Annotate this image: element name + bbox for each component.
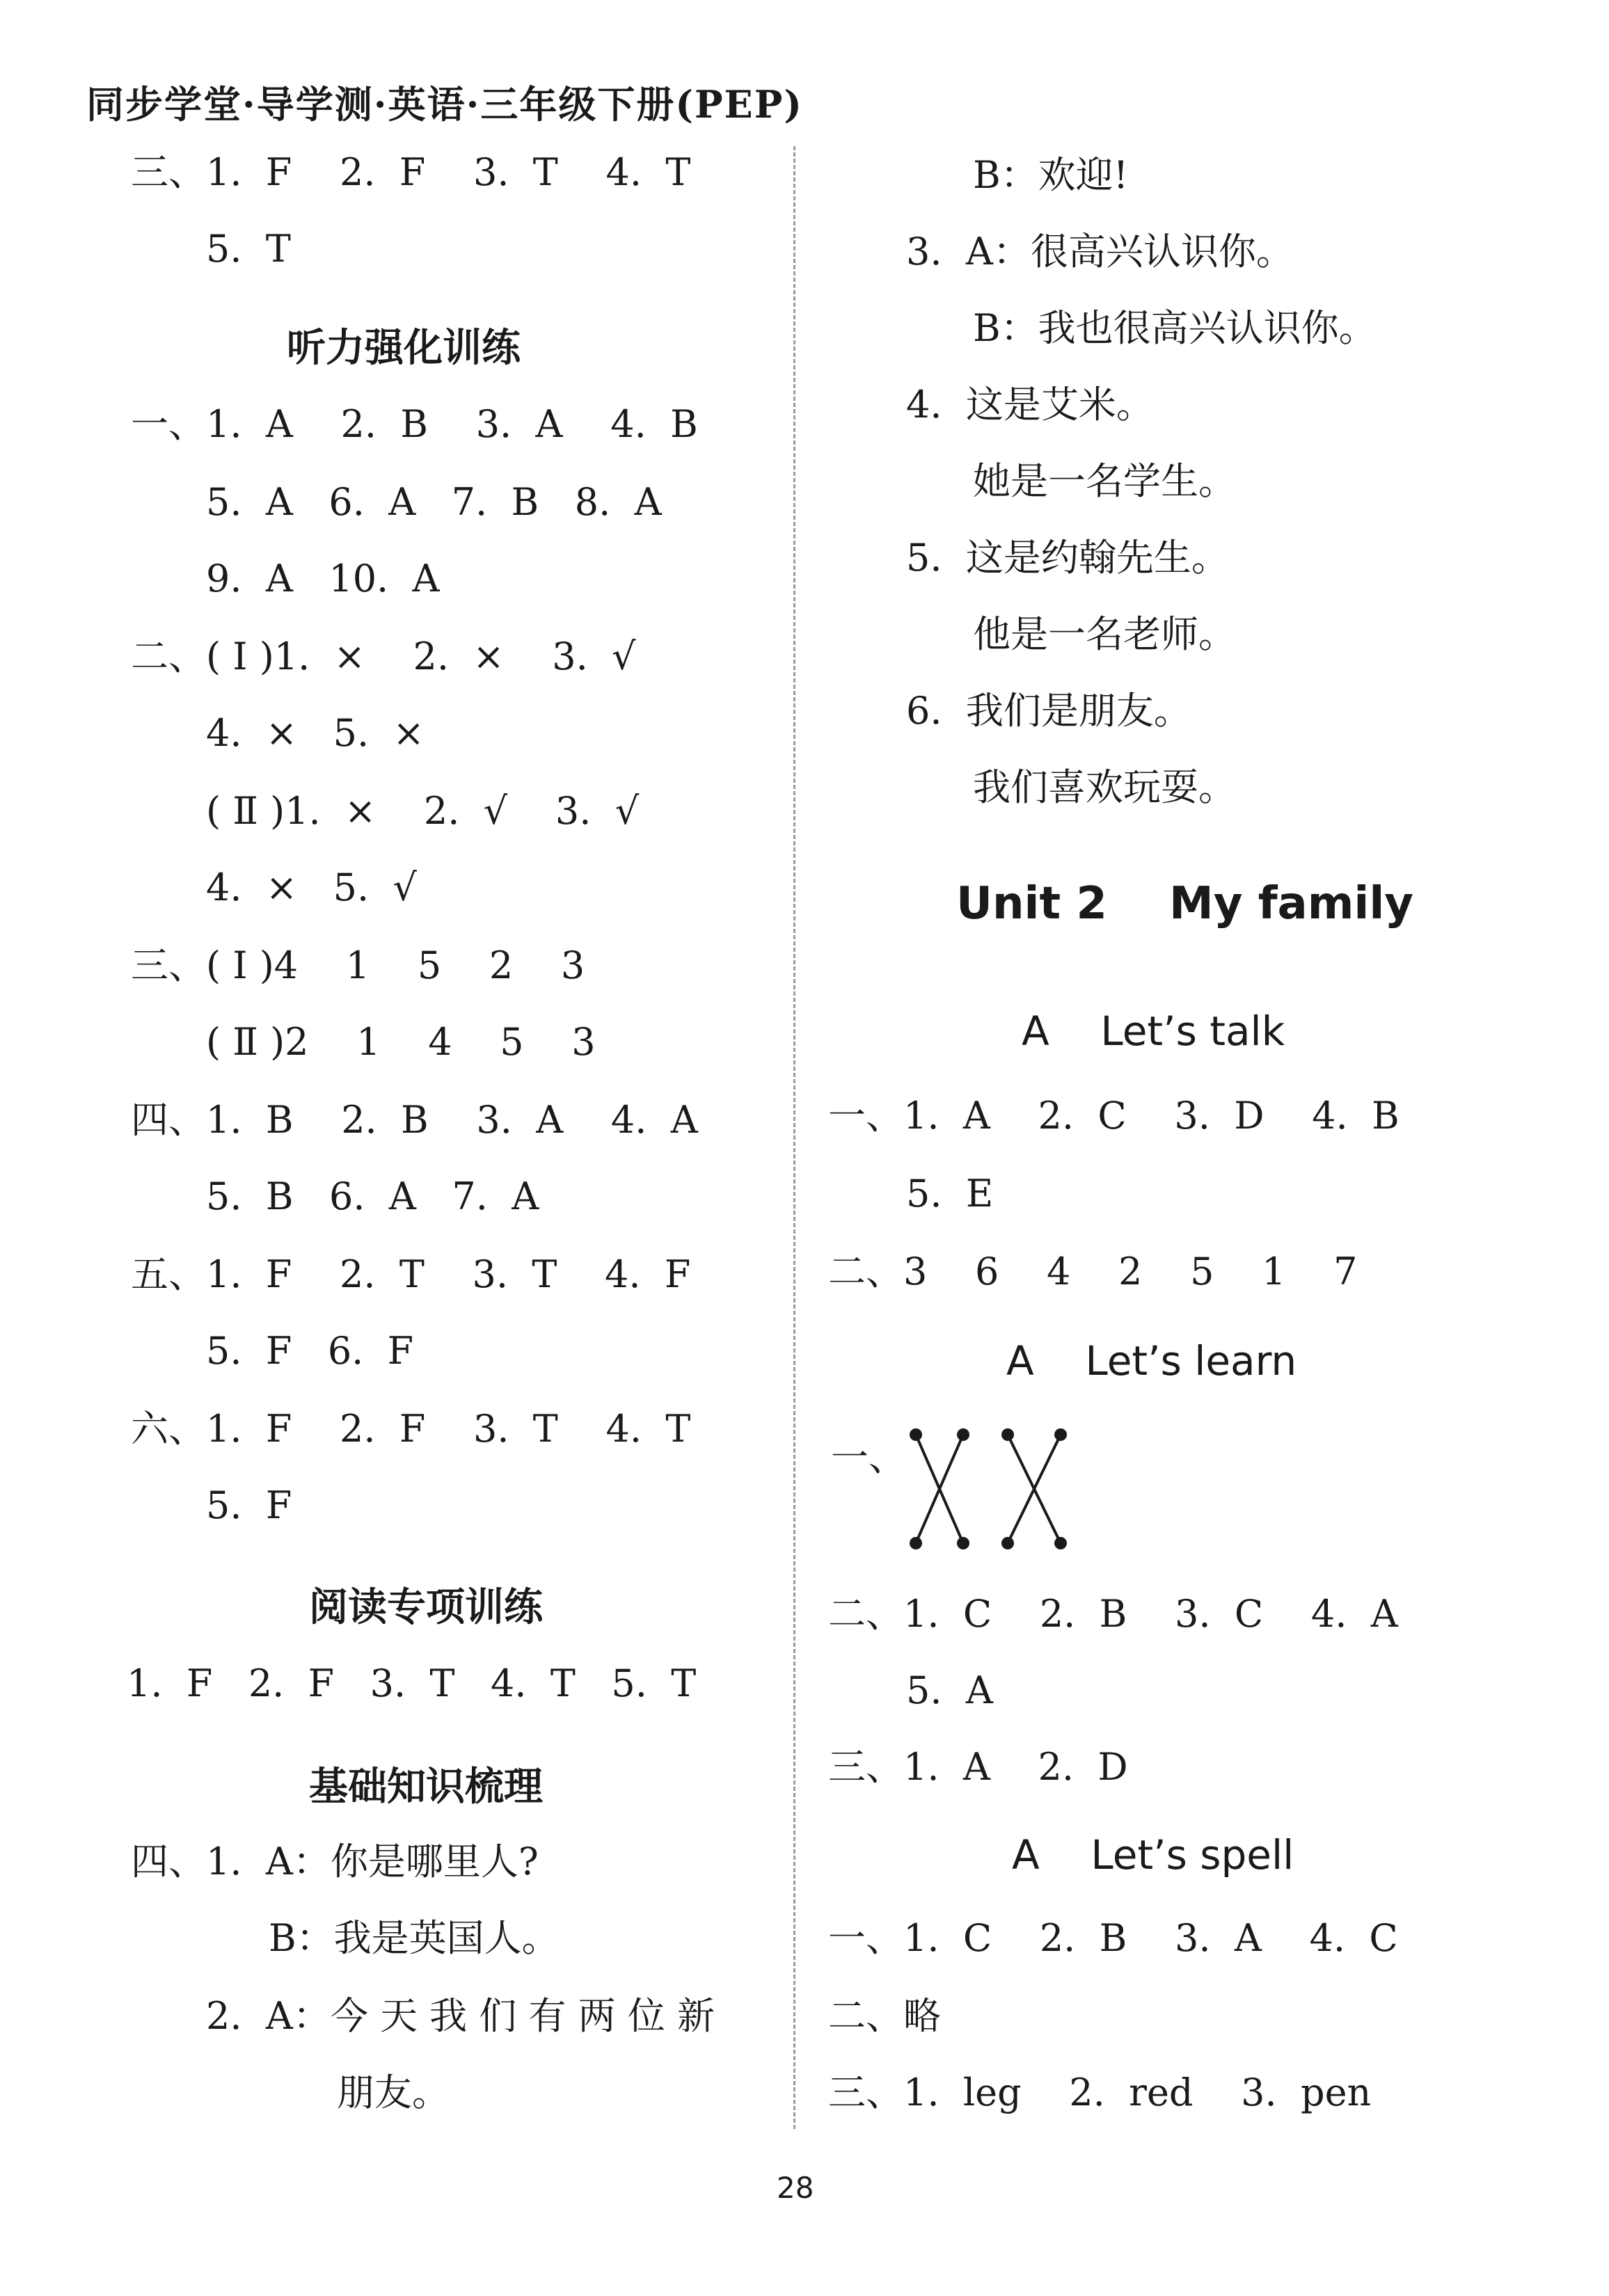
page-number: 28 bbox=[777, 2171, 814, 2205]
answer-line: 5. A 6. A 7. B 8. A bbox=[206, 480, 662, 524]
answer-line: 我们喜欢玩耍。 bbox=[973, 765, 1236, 809]
answer-line: 一、1. A 2. C 3. D 4. B bbox=[828, 1094, 1400, 1138]
answer-line: ( Ⅱ )1. × 2. √ 3. √ bbox=[206, 789, 640, 833]
answer-line: ( Ⅱ )2 1 4 5 3 bbox=[206, 1020, 596, 1064]
answer-line: 5. A bbox=[906, 1668, 993, 1712]
answer-line: 他是一名老师。 bbox=[973, 612, 1236, 656]
unit-title: Unit 2 My family bbox=[956, 878, 1413, 930]
match-dot bbox=[1054, 1537, 1067, 1549]
answer-line: 朋友。 bbox=[337, 2071, 450, 2114]
answer-line: 三、1. leg 2. red 3. pen bbox=[828, 2071, 1372, 2114]
answer-line: 5. 这是约翰先生。 bbox=[906, 536, 1229, 580]
column-divider bbox=[793, 146, 795, 2129]
matching-lines-diagram bbox=[905, 1426, 1086, 1565]
match-dot bbox=[1001, 1537, 1014, 1549]
match-dot bbox=[1001, 1428, 1014, 1441]
answer-line: 六、1. F 2. F 3. T 4. T bbox=[131, 1407, 691, 1451]
answer-line: 她是一名学生。 bbox=[973, 459, 1236, 503]
answer-line: 二、略 bbox=[828, 1994, 941, 2038]
answer-line: B：欢迎! bbox=[973, 153, 1129, 197]
answer-line: 2. A：今 天 我 们 有 两 位 新 bbox=[206, 1994, 715, 2038]
answer-line: 5. T bbox=[206, 227, 291, 271]
answer-line: 6. 我们是朋友。 bbox=[906, 689, 1191, 733]
answer-line: 5. F bbox=[206, 1483, 292, 1527]
match-dot bbox=[957, 1537, 969, 1549]
answer-line: B：我是英国人。 bbox=[269, 1916, 560, 1960]
answer-line: 4. × 5. √ bbox=[206, 866, 417, 909]
answer-line: 4. × 5. × bbox=[206, 711, 425, 755]
answer-line: 一、1. A 2. B 3. A 4. B bbox=[131, 402, 698, 446]
answer-line: 二、( Ⅰ )1. × 2. × 3. √ bbox=[131, 635, 636, 678]
answer-line: 一、 bbox=[831, 1435, 906, 1479]
section-title-listening: 听力强化训练 bbox=[287, 326, 521, 371]
section-title-reading: 阅读专项训练 bbox=[309, 1585, 543, 1630]
answer-line: 4. 这是艾米。 bbox=[906, 383, 1154, 426]
answer-line: 四、1. B 2. B 3. A 4. A bbox=[131, 1098, 698, 1142]
section-title-basics: 基础知识梳理 bbox=[309, 1764, 543, 1810]
subsection-title-talk: A Let’s talk bbox=[1022, 1007, 1285, 1055]
answer-line: 1. F 2. F 3. T 4. T 5. T bbox=[127, 1661, 697, 1705]
match-dot bbox=[910, 1428, 922, 1441]
answer-line: 一、1. C 2. B 3. A 4. C bbox=[828, 1916, 1398, 1960]
page-header: 同步学堂·导学测·英语·三年级下册(PEP) bbox=[86, 82, 803, 127]
answer-line: 三、1. A 2. D bbox=[828, 1745, 1128, 1789]
match-dot bbox=[910, 1537, 922, 1549]
answer-line: B：我也很高兴认识你。 bbox=[973, 306, 1377, 350]
answer-line: 四、1. A：你是哪里人? bbox=[131, 1840, 539, 1883]
subsection-title-spell: A Let’s spell bbox=[1012, 1831, 1294, 1879]
answer-line: 5. B 6. A 7. A bbox=[206, 1174, 539, 1218]
subsection-title-learn: A Let’s learn bbox=[1006, 1337, 1297, 1385]
answer-line: 3. A：很高兴认识你。 bbox=[906, 230, 1294, 273]
answer-line: 9. A 10. A bbox=[206, 557, 440, 600]
answer-line: 五、1. F 2. T 3. T 4. F bbox=[131, 1252, 691, 1296]
answer-line: 5. E bbox=[906, 1172, 994, 1215]
answer-line: 三、1. F 2. F 3. T 4. T bbox=[131, 150, 691, 194]
answer-line: 二、3 6 4 2 5 1 7 bbox=[828, 1250, 1358, 1293]
answer-line: 5. F 6. F bbox=[206, 1329, 414, 1373]
answer-line: 二、1. C 2. B 3. C 4. A bbox=[828, 1592, 1398, 1636]
match-dot bbox=[957, 1428, 969, 1441]
match-dot bbox=[1054, 1428, 1067, 1441]
answer-line: 三、( Ⅰ )4 1 5 2 3 bbox=[131, 943, 585, 987]
